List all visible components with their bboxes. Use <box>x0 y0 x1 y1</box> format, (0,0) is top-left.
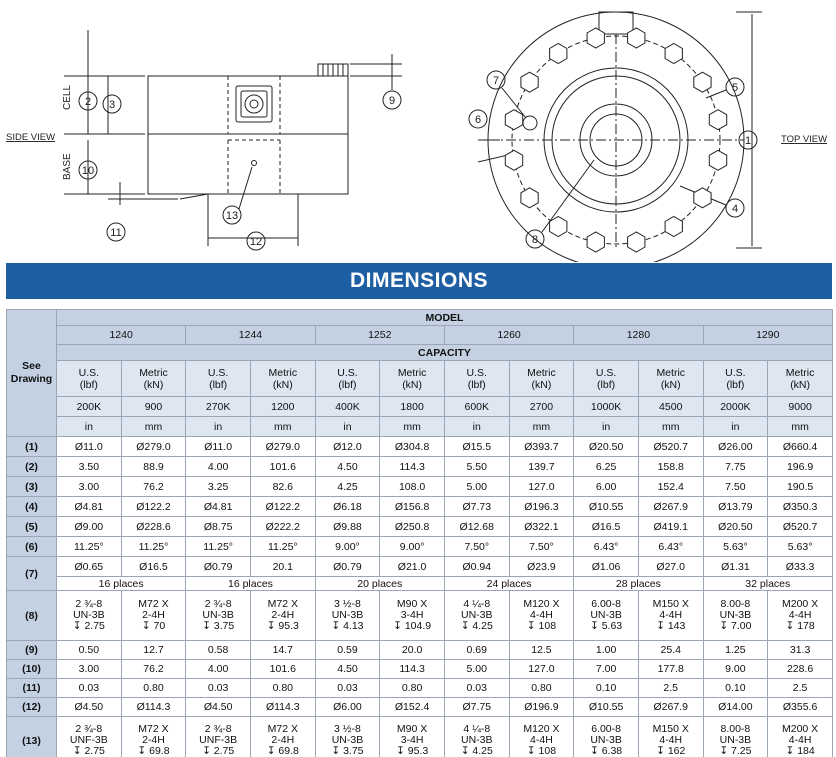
model-1260: 1260 <box>444 326 573 345</box>
table-cell: Ø393.7 <box>509 437 574 457</box>
table-cell: Ø23.9 <box>509 557 574 577</box>
model-1240: 1240 <box>57 326 186 345</box>
table-cell: 7.50 <box>703 477 768 497</box>
table-cell: Ø0.79 <box>186 557 251 577</box>
table-cell: 14.7 <box>250 641 315 660</box>
table-cell: 114.3 <box>380 457 445 477</box>
table-cell: Ø122.2 <box>121 497 186 517</box>
model-1252: 1252 <box>315 326 444 345</box>
unit-in: in <box>315 417 380 437</box>
table-cell: Ø520.7 <box>638 437 703 457</box>
callout-text-2: 2 <box>84 96 92 108</box>
table-cell: 152.4 <box>638 477 703 497</box>
table-cell: Ø156.8 <box>380 497 445 517</box>
table-cell: 4.50 <box>315 457 380 477</box>
bolt-head <box>628 28 645 48</box>
table-cell: 6.43° <box>638 537 703 557</box>
table-cell: 0.03 <box>186 679 251 698</box>
table-cell: 101.6 <box>250 457 315 477</box>
table-cell: Ø520.7 <box>768 517 833 537</box>
table-cell: 5.63° <box>703 537 768 557</box>
table-cell: M90 X 3-4H ↧ 95.3 <box>380 717 445 757</box>
table-cell: 8.00-8 UN-3B ↧ 7.00 <box>703 591 768 641</box>
table-row <box>7 457 833 477</box>
capacity-us: 2000K <box>703 397 768 417</box>
callout-text-10: 10 <box>81 165 95 177</box>
unit-us-header: U.S. (lbf) <box>315 361 380 397</box>
table-cell: Ø228.6 <box>121 517 186 537</box>
table-cell: 7.75 <box>703 457 768 477</box>
table-cell: Ø33.3 <box>768 557 833 577</box>
table-cell: Ø1.06 <box>574 557 639 577</box>
table-cell: 4 ¼-8 UN-3B ↧ 4.25 <box>444 717 509 757</box>
unit-in: in <box>186 417 251 437</box>
table-cell: 7.50° <box>444 537 509 557</box>
table-cell: Ø20.50 <box>574 437 639 457</box>
table-cell: Ø4.81 <box>57 497 122 517</box>
table-cell: 196.9 <box>768 457 833 477</box>
table-cell: Ø7.73 <box>444 497 509 517</box>
table-cell: 25.4 <box>638 641 703 660</box>
table-cell: Ø11.0 <box>186 437 251 457</box>
table-cell: Ø419.1 <box>638 517 703 537</box>
table-cell: 0.03 <box>57 679 122 698</box>
row-label: (2) <box>7 457 57 477</box>
table-cell: 0.80 <box>380 679 445 698</box>
table-cell: 6.25 <box>574 457 639 477</box>
table-cell: 0.03 <box>315 679 380 698</box>
table-cell: Ø222.2 <box>250 517 315 537</box>
table-cell: 4 ¼-8 UN-3B ↧ 4.25 <box>444 591 509 641</box>
unit-mm: mm <box>509 417 574 437</box>
table-cell: 0.80 <box>250 679 315 698</box>
table-cell: 1.00 <box>574 641 639 660</box>
table-cell: 4.50 <box>315 660 380 679</box>
table-cell: 31.3 <box>768 641 833 660</box>
table-cell: 0.59 <box>315 641 380 660</box>
table-cell: Ø6.00 <box>315 698 380 717</box>
table-cell: 139.7 <box>509 457 574 477</box>
table-cell: Ø21.0 <box>380 557 445 577</box>
table-cell: 3 ½-8 UN-3B ↧ 3.75 <box>315 717 380 757</box>
dimensions-title: DIMENSIONS <box>349 269 488 292</box>
table-cell: 3.00 <box>57 477 122 497</box>
table-cell: 2 ¾-8 UNF-3B ↧ 2.75 <box>57 717 122 757</box>
table-cell: 190.5 <box>768 477 833 497</box>
table-row <box>7 477 833 497</box>
row-label: (11) <box>7 679 57 698</box>
dimensions-table <box>6 309 833 757</box>
table-cell: Ø10.55 <box>574 698 639 717</box>
table-cell: 11.25° <box>121 537 186 557</box>
base-body <box>148 134 348 194</box>
bolt-head <box>694 72 711 92</box>
table-cell: 3.25 <box>186 477 251 497</box>
table-cell: 12.5 <box>509 641 574 660</box>
unit-in: in <box>574 417 639 437</box>
callout-text-11: 11 <box>110 227 122 239</box>
table-cell: 88.9 <box>121 457 186 477</box>
table-cell: 0.58 <box>186 641 251 660</box>
table-cell: 3.00 <box>57 660 122 679</box>
table-cell: M120 X 4-4H ↧ 108 <box>509 717 574 757</box>
table-cell: Ø9.88 <box>315 517 380 537</box>
table-cell: 9.00 <box>703 660 768 679</box>
bolt-head <box>709 110 726 130</box>
cell-label: CELL <box>62 84 73 110</box>
callout-text-12: 12 <box>249 236 263 248</box>
table-cell: 4.00 <box>186 660 251 679</box>
table-cell: M72 X 2-4H ↧ 69.8 <box>121 717 186 757</box>
bolt-head <box>665 44 682 64</box>
places-cell: 28 places <box>574 577 703 591</box>
table-cell: 2.5 <box>768 679 833 698</box>
unit-us-header: U.S. (lbf) <box>444 361 509 397</box>
capacity-metric: 4500 <box>638 397 703 417</box>
table-row <box>7 660 833 679</box>
table-cell: 6.43° <box>574 537 639 557</box>
callout-text-13: 13 <box>225 210 239 222</box>
table-cell: Ø15.5 <box>444 437 509 457</box>
table-header-lenunits-row <box>7 417 833 437</box>
table-cell: 11.25° <box>250 537 315 557</box>
capacity-metric: 2700 <box>509 397 574 417</box>
table-cell: Ø13.79 <box>703 497 768 517</box>
table-cell: 101.6 <box>250 660 315 679</box>
table-cell: Ø304.8 <box>380 437 445 457</box>
row-label: (1) <box>7 437 57 457</box>
table-cell: 5.00 <box>444 477 509 497</box>
table-cell: Ø114.3 <box>250 698 315 717</box>
table-cell: M150 X 4-4H ↧ 162 <box>638 717 703 757</box>
table-cell: Ø122.2 <box>250 497 315 517</box>
unit-metric-header: Metric (kN) <box>121 361 186 397</box>
places-cell: 24 places <box>444 577 573 591</box>
table-cell: Ø114.3 <box>121 698 186 717</box>
callout-text-4: 4 <box>731 203 739 215</box>
table-cell: Ø12.0 <box>315 437 380 457</box>
bolt-head <box>628 232 645 252</box>
row-label: (9) <box>7 641 57 660</box>
unit-metric-header: Metric (kN) <box>768 361 833 397</box>
cell-body <box>148 76 348 134</box>
table-cell: 5.50 <box>444 457 509 477</box>
table-cell: 6.00-8 UN-3B ↧ 6.38 <box>574 717 639 757</box>
unit-in: in <box>57 417 122 437</box>
unit-metric-header: Metric (kN) <box>380 361 445 397</box>
places-cell: 16 places <box>186 577 315 591</box>
table-cell: M72 X 2-4H ↧ 95.3 <box>250 591 315 641</box>
dimensions-banner <box>6 263 832 299</box>
table-cell: Ø0.94 <box>444 557 509 577</box>
table-cell: 1.25 <box>703 641 768 660</box>
callout-text-9: 9 <box>388 95 396 107</box>
unit-mm: mm <box>768 417 833 437</box>
table-cell: 114.3 <box>380 660 445 679</box>
table-cell: Ø16.5 <box>574 517 639 537</box>
table-cell: Ø6.18 <box>315 497 380 517</box>
capacity-us: 400K <box>315 397 380 417</box>
unit-in: in <box>703 417 768 437</box>
unit-in: in <box>444 417 509 437</box>
capacity-metric: 1200 <box>250 397 315 417</box>
table-row <box>7 679 833 698</box>
callout-text-5: 5 <box>731 82 739 94</box>
table-cell: 0.03 <box>444 679 509 698</box>
table-cell: 127.0 <box>509 660 574 679</box>
row-label: (6) <box>7 537 57 557</box>
table-cell: 12.7 <box>121 641 186 660</box>
bolt-head <box>709 150 726 170</box>
table-cell: Ø4.81 <box>186 497 251 517</box>
table-cell: 5.63° <box>768 537 833 557</box>
table-cell: 0.50 <box>57 641 122 660</box>
bolt-head <box>550 44 567 64</box>
table-cell: Ø279.0 <box>121 437 186 457</box>
table-cell: Ø196.9 <box>509 698 574 717</box>
unit-us-header: U.S. (lbf) <box>574 361 639 397</box>
table-cell: M200 X 4-4H ↧ 184 <box>768 717 833 757</box>
capacity-us: 200K <box>57 397 122 417</box>
top-view-label: TOP VIEW <box>781 134 828 145</box>
capacity-metric: 900 <box>121 397 186 417</box>
table-cell: 9.00° <box>380 537 445 557</box>
bolt-head <box>694 188 711 208</box>
places-cell: 16 places <box>57 577 186 591</box>
bolt-head <box>521 72 538 92</box>
table-row <box>7 517 833 537</box>
capacity-us: 1000K <box>574 397 639 417</box>
table-cell: M150 X 4-4H ↧ 143 <box>638 591 703 641</box>
model-1244: 1244 <box>186 326 315 345</box>
table-cell: Ø267.9 <box>638 698 703 717</box>
table-cell: Ø279.0 <box>250 437 315 457</box>
unit-mm: mm <box>380 417 445 437</box>
table-row-places <box>7 577 833 591</box>
table-header-capacity-row <box>7 345 833 361</box>
table-cell: 2 ¾-8 UN-3B ↧ 3.75 <box>186 591 251 641</box>
capacity-us: 600K <box>444 397 509 417</box>
table-cell: 11.25° <box>186 537 251 557</box>
table-cell: 228.6 <box>768 660 833 679</box>
table-cell: Ø27.0 <box>638 557 703 577</box>
table-cell: 20.1 <box>250 557 315 577</box>
table-cell: M200 X 4-4H ↧ 178 <box>768 591 833 641</box>
bolt-head <box>665 217 682 237</box>
table-cell: 6.00 <box>574 477 639 497</box>
table-cell: M120 X 4-4H ↧ 108 <box>509 591 574 641</box>
table-cell: M72 X 2-4H ↧ 70 <box>121 591 186 641</box>
bolt-head <box>505 110 522 130</box>
table-cell: 6.00-8 UN-3B ↧ 5.63 <box>574 591 639 641</box>
table-cell: 108.0 <box>380 477 445 497</box>
table-row <box>7 591 833 641</box>
table-cell: Ø0.65 <box>57 557 122 577</box>
see-drawing-header: See Drawing <box>7 310 57 437</box>
unit-us-header: U.S. (lbf) <box>57 361 122 397</box>
table-cell: Ø12.68 <box>444 517 509 537</box>
table-cell: Ø14.00 <box>703 698 768 717</box>
table-cell: 8.00-8 UN-3B ↧ 7.25 <box>703 717 768 757</box>
table-header-units-row <box>7 361 833 397</box>
callout-text-7: 7 <box>492 75 500 87</box>
table-row <box>7 497 833 517</box>
row-label: (5) <box>7 517 57 537</box>
table-cell: Ø350.3 <box>768 497 833 517</box>
table-cell: Ø0.79 <box>315 557 380 577</box>
table-cell: Ø660.4 <box>768 437 833 457</box>
callout-text-3: 3 <box>108 99 116 111</box>
table-cell: 76.2 <box>121 477 186 497</box>
table-cell: 2.5 <box>638 679 703 698</box>
base-label: BASE <box>62 153 73 180</box>
model-header: MODEL <box>57 310 833 326</box>
capacity-header: CAPACITY <box>57 345 833 361</box>
table-cell: Ø355.6 <box>768 698 833 717</box>
table-cell: 11.25° <box>57 537 122 557</box>
table-cell: 76.2 <box>121 660 186 679</box>
callout-text-1: 1 <box>744 135 752 147</box>
technical-drawing <box>0 0 836 262</box>
row-label: (4) <box>7 497 57 517</box>
table-cell: 0.80 <box>509 679 574 698</box>
table-cell: Ø1.31 <box>703 557 768 577</box>
bolt-head <box>521 188 538 208</box>
table-cell: Ø152.4 <box>380 698 445 717</box>
table-cell: Ø4.50 <box>186 698 251 717</box>
table-cell: 127.0 <box>509 477 574 497</box>
table-cell: Ø11.0 <box>57 437 122 457</box>
unit-mm: mm <box>638 417 703 437</box>
table-cell: Ø7.75 <box>444 698 509 717</box>
unit-mm: mm <box>250 417 315 437</box>
unit-us-header: U.S. (lbf) <box>186 361 251 397</box>
unit-mm: mm <box>121 417 186 437</box>
row-label: (13) <box>7 717 57 757</box>
table-cell: 2 ¾-8 UNF-3B ↧ 2.75 <box>186 717 251 757</box>
table-cell: 20.0 <box>380 641 445 660</box>
table-header-models-row <box>7 326 833 345</box>
capacity-us: 270K <box>186 397 251 417</box>
table-cell: Ø16.5 <box>121 557 186 577</box>
places-cell: 32 places <box>703 577 832 591</box>
unit-metric-header: Metric (kN) <box>638 361 703 397</box>
row-label: (3) <box>7 477 57 497</box>
table-cell: 177.8 <box>638 660 703 679</box>
table-row <box>7 641 833 660</box>
row-label: (7) <box>7 557 57 591</box>
side-view-label: SIDE VIEW <box>6 132 56 143</box>
table-cell: M72 X 2-4H ↧ 69.8 <box>250 717 315 757</box>
table-row <box>7 537 833 557</box>
table-row <box>7 437 833 457</box>
row-label: (8) <box>7 591 57 641</box>
table-cell: 7.00 <box>574 660 639 679</box>
table-cell: 4.00 <box>186 457 251 477</box>
table-cell: Ø4.50 <box>57 698 122 717</box>
unit-metric-header: Metric (kN) <box>250 361 315 397</box>
table-cell: Ø10.55 <box>574 497 639 517</box>
row-label: (12) <box>7 698 57 717</box>
table-cell: 158.8 <box>638 457 703 477</box>
bolt-head <box>505 150 522 170</box>
ground-hole <box>523 116 537 130</box>
capacity-metric: 1800 <box>380 397 445 417</box>
table-cell: Ø250.8 <box>380 517 445 537</box>
table-cell: 0.10 <box>703 679 768 698</box>
table-cell: 7.50° <box>509 537 574 557</box>
table-cell: 0.69 <box>444 641 509 660</box>
table-cell: Ø196.3 <box>509 497 574 517</box>
table-header-model-row <box>7 310 833 326</box>
bolt-head <box>550 217 567 237</box>
table-cell: Ø8.75 <box>186 517 251 537</box>
table-cell: Ø322.1 <box>509 517 574 537</box>
table-cell: 9.00° <box>315 537 380 557</box>
table-cell: 5.00 <box>444 660 509 679</box>
capacity-metric: 9000 <box>768 397 833 417</box>
places-cell: 20 places <box>315 577 444 591</box>
table-cell: Ø9.00 <box>57 517 122 537</box>
table-row <box>7 698 833 717</box>
table-cell: Ø20.50 <box>703 517 768 537</box>
table-row <box>7 557 833 577</box>
unit-us-header: U.S. (lbf) <box>703 361 768 397</box>
callout-text-6: 6 <box>474 114 482 126</box>
table-cell: 82.6 <box>250 477 315 497</box>
table-cell: 4.25 <box>315 477 380 497</box>
dimensions-table-wrap <box>6 309 832 757</box>
table-cell: Ø267.9 <box>638 497 703 517</box>
unit-metric-header: Metric (kN) <box>509 361 574 397</box>
table-cell: 3.50 <box>57 457 122 477</box>
table-cell: 3 ½-8 UN-3B ↧ 4.13 <box>315 591 380 641</box>
table-cell: 0.80 <box>121 679 186 698</box>
callout-text-8: 8 <box>531 234 539 246</box>
bolt-head <box>587 28 604 48</box>
table-row <box>7 717 833 757</box>
table-cell: M90 X 3-4H ↧ 104.9 <box>380 591 445 641</box>
model-1280: 1280 <box>574 326 703 345</box>
table-cell: 0.10 <box>574 679 639 698</box>
table-header-capacities-row <box>7 397 833 417</box>
table-cell: Ø26.00 <box>703 437 768 457</box>
row-label: (10) <box>7 660 57 679</box>
bolt-head <box>587 232 604 252</box>
table-cell: 2 ¾-8 UN-3B ↧ 2.75 <box>57 591 122 641</box>
model-1290: 1290 <box>703 326 832 345</box>
